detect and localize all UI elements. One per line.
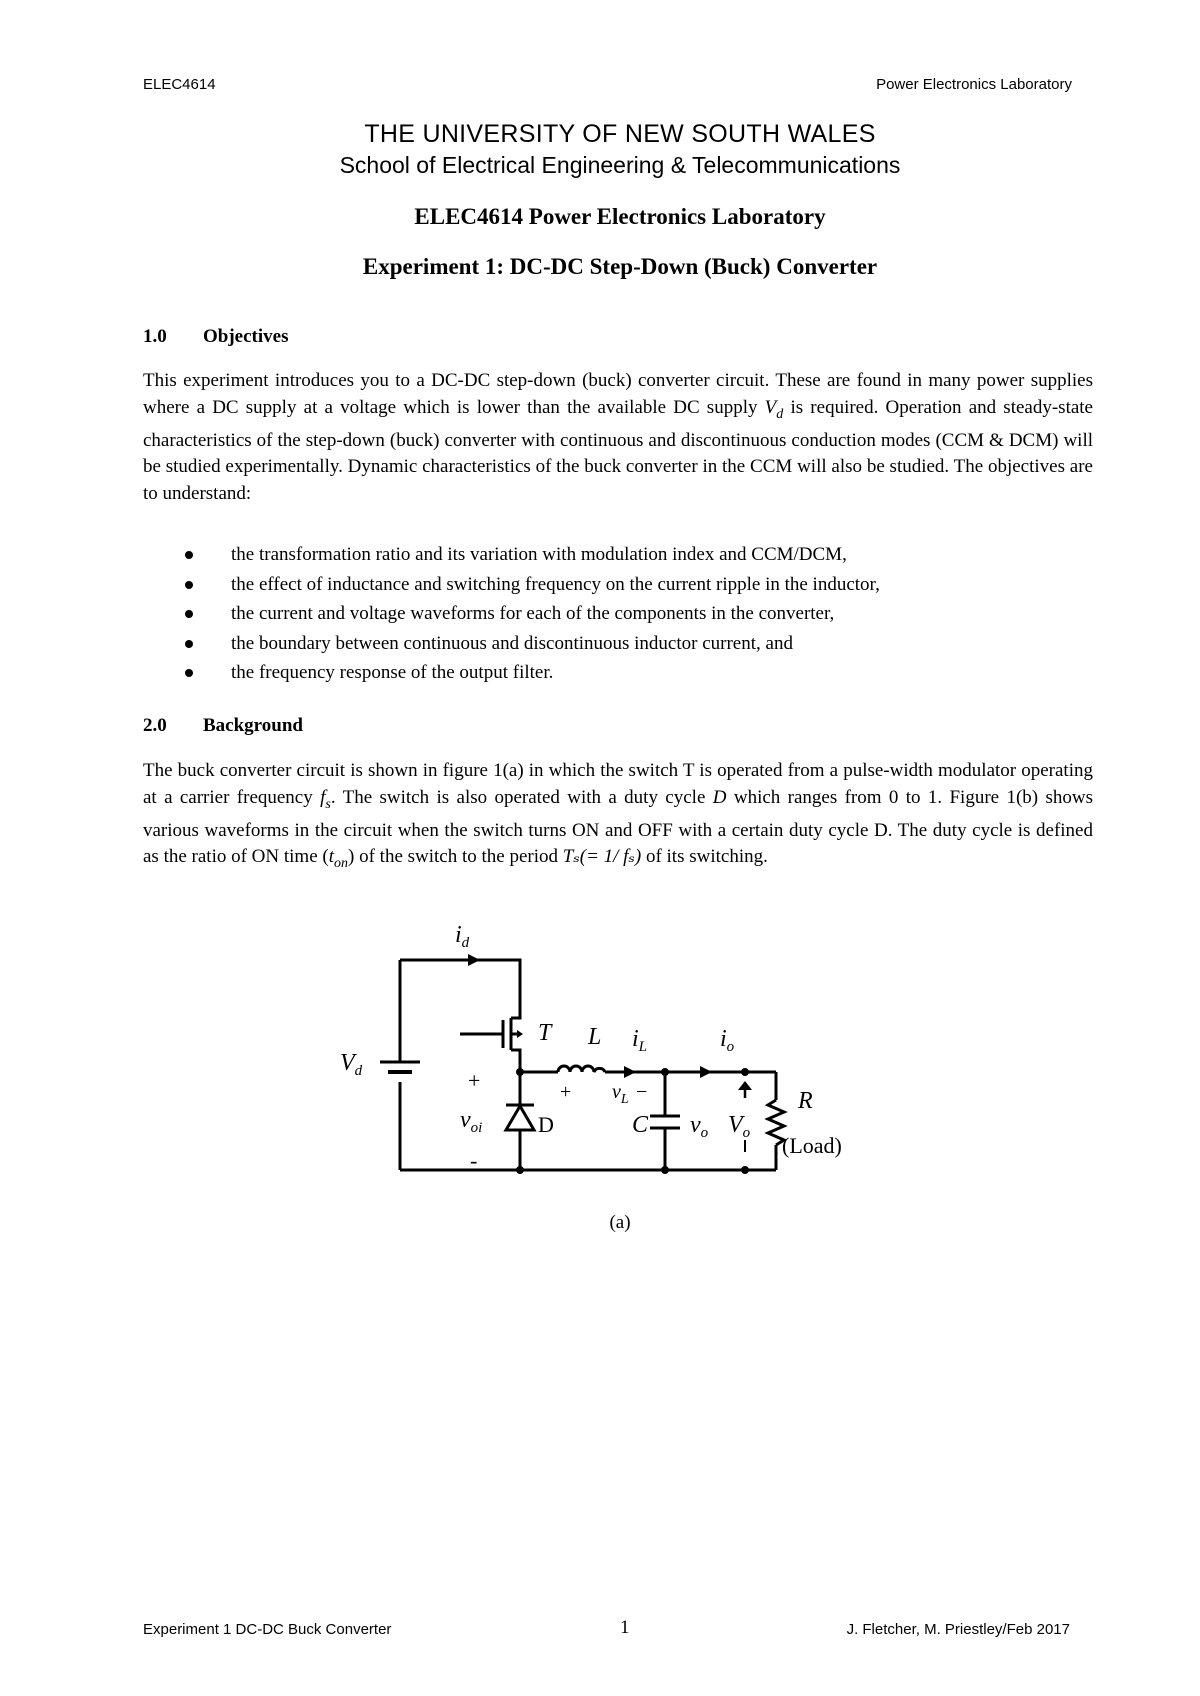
label-io: $i_o$ xyxy=(720,1026,735,1055)
objectives-intro-1: This experiment introduces you to a DC-DC step-down (buck) converter circuit. These are found in many power supplies where a DC supply at a voltage which is lower than the available DC supply xyxy=(143,370,1093,418)
label-il: $i_L$ xyxy=(632,1026,648,1055)
label-load: (Load) xyxy=(782,1133,842,1158)
fs-symbol: f xyxy=(320,786,326,808)
io-arrow-icon xyxy=(700,1066,712,1078)
diode-bottom-node-dot xyxy=(516,1166,524,1174)
objectives-heading-text: Objectives xyxy=(203,326,289,347)
list-item xyxy=(143,601,1093,631)
label-vl-minus: − xyxy=(636,1081,648,1103)
bullet-icon xyxy=(185,581,193,589)
mosfet-arrow-icon xyxy=(517,1030,523,1038)
output-node-dot xyxy=(741,1068,749,1076)
objectives-paragraph xyxy=(143,368,1093,507)
background-heading xyxy=(143,715,303,737)
school-name: School of Electrical Engineering & Telecommunications xyxy=(339,152,901,178)
header-lab-name: Power Electronics Laboratory xyxy=(876,76,1072,93)
diode-symbol xyxy=(506,1105,534,1130)
label-voi-minus: - xyxy=(470,1148,478,1173)
list-item-text: the transformation ratio and its variation with modulation index and CCM/DCM, xyxy=(231,544,847,565)
fs-subscript: s xyxy=(325,796,331,812)
label-vo-big: $V_o$ xyxy=(728,1112,751,1141)
ton-symbol: t xyxy=(328,846,335,868)
background-text-2: . The switch is also operated with a duty cycle xyxy=(330,786,713,808)
objectives-number: 1.0 xyxy=(143,326,167,347)
label-diode-d: D xyxy=(538,1112,554,1137)
d-symbol: D xyxy=(712,786,727,808)
figure-caption: (a) xyxy=(609,1212,631,1233)
list-item xyxy=(143,542,1093,572)
list-item-text: the boundary between continuous and discontinuous inductor current, and xyxy=(231,632,793,654)
label-vl: $v_L$ xyxy=(612,1081,629,1107)
background-number: 2.0 xyxy=(143,715,167,736)
label-vd: $V_d$ xyxy=(340,1050,363,1079)
background-text-4: ) of the switch to the period xyxy=(348,846,563,868)
objectives-intro-2: is required. Operation and steady-state characteristics of the step-down (buck) converter with continuous and discontinuous conduction modes (CCM & DCM) will be studied experimentally. Dynamic characteristics of the buck converter in the CCM will also be studied. The objectives are to understand: xyxy=(143,396,1093,504)
footer-left: Experiment 1 DC-DC Buck Converter xyxy=(143,1621,392,1638)
label-resistor-r: R xyxy=(798,1088,813,1114)
bullet-icon xyxy=(185,669,193,677)
id-arrow-icon xyxy=(468,954,480,966)
period-formula: Tₛ(= 1/ fₛ) xyxy=(562,846,642,868)
cap-top-node-dot xyxy=(661,1068,669,1076)
footer-right: J. Fletcher, M. Priestley/Feb 2017 xyxy=(846,1621,1070,1638)
label-voi-plus: + xyxy=(468,1068,481,1093)
label-vo-small: $v_o$ xyxy=(690,1112,709,1141)
document-title: ELEC4614 Power Electronics Laboratory xyxy=(414,204,826,229)
list-item xyxy=(143,660,1093,690)
vd-symbol: V xyxy=(764,396,777,418)
label-capacitor-c: C xyxy=(632,1112,649,1138)
label-id: $i_d$ xyxy=(455,922,470,951)
objectives-heading xyxy=(143,326,288,348)
objectives-list xyxy=(143,542,1093,690)
list-item-text: the frequency response of the output filter. xyxy=(231,662,554,683)
vd-subscript: d xyxy=(776,406,784,422)
background-text-5: of its switching. xyxy=(641,846,768,868)
footer-page-number: 1 xyxy=(620,1617,630,1638)
label-vl-plus: + xyxy=(560,1081,572,1103)
top-wire xyxy=(400,960,520,1008)
output-bottom-node-dot xyxy=(741,1166,749,1174)
label-inductor-l: L xyxy=(588,1024,602,1050)
bullet-icon xyxy=(185,610,193,618)
bullet-icon xyxy=(185,551,193,559)
experiment-title: Experiment 1: DC-DC Step-Down (Buck) Converter xyxy=(362,254,878,279)
background-text-1: The buck converter circuit is shown in figure 1(a) in which the switch T is operated from a pulse-width modulator operating at a carrier frequency xyxy=(143,760,1093,808)
inductor-coil xyxy=(558,1066,605,1072)
header-course-code: ELEC4614 xyxy=(143,76,216,93)
list-item-text: the effect of inductance and switching frequency on the current ripple in the inductor, xyxy=(231,573,880,595)
cap-bottom-node-dot xyxy=(661,1166,669,1174)
background-text-3: which ranges from 0 to 1. Figure 1(b) shows various waveforms in the circuit when the switch turns ON and OFF with a certain duty cycle D. The duty cycle is defined as the ratio of ON time ( xyxy=(143,786,1093,868)
label-switch-t: T xyxy=(538,1020,552,1046)
university-name: THE UNIVERSITY OF NEW SOUTH WALES xyxy=(364,120,876,148)
background-paragraph xyxy=(143,758,1093,878)
background-heading-text: Background xyxy=(203,715,303,736)
switch-node-dot xyxy=(516,1068,524,1076)
list-item xyxy=(143,572,1093,602)
il-arrow-icon xyxy=(624,1066,636,1078)
bullet-icon xyxy=(185,640,193,648)
label-voi: $v_{oi}$ xyxy=(460,1107,483,1136)
ton-subscript: on xyxy=(334,856,349,872)
list-item xyxy=(143,631,1093,661)
buck-converter-circuit-diagram xyxy=(330,920,930,1240)
list-item-text: the current and voltage waveforms for each of the components in the converter, xyxy=(231,603,835,624)
